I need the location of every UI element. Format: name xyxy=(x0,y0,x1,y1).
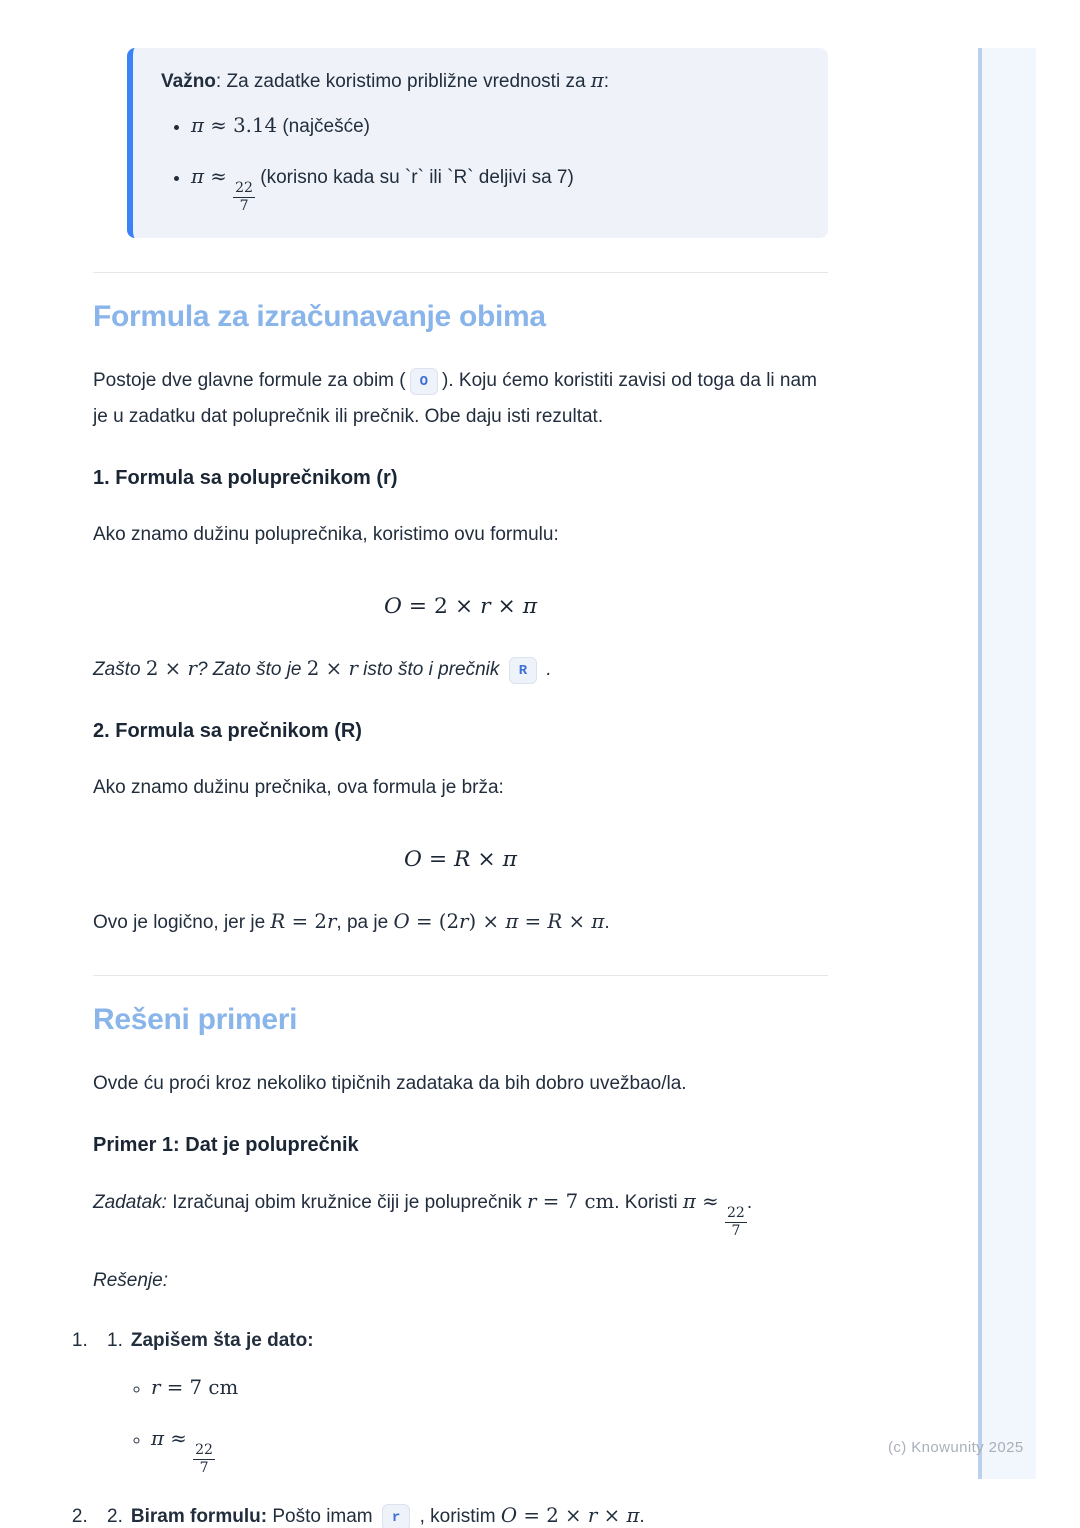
step-item xyxy=(93,1323,828,1476)
section-divider xyxy=(93,975,828,976)
callout-item: • π ≈ 3.14 (najčešće) xyxy=(191,111,800,142)
watermark: (c) Knowunity 2025 xyxy=(888,1439,1024,1456)
section-heading-solved-examples: Rešeni primeri xyxy=(93,1003,298,1037)
fraction: $\frac{22}{7}$ xyxy=(235,179,253,214)
why-paragraph: Zašto 2 × r? Zato što je 2 × r isto što i prečnik R . xyxy=(93,651,828,688)
bullet-item: ◦ π ≈ $\frac{22}{7}$ xyxy=(151,1424,828,1476)
paragraph: Ako znamo dužinu poluprečnika, koristimo ovu formulu: xyxy=(93,524,559,546)
sub-heading-diameter-formula: 2. Formula sa prečnikom (R) xyxy=(93,720,362,743)
inline-code: O xyxy=(410,368,438,395)
bullet-list xyxy=(107,1373,828,1476)
page-edge-strip xyxy=(978,48,1036,1479)
solution-label: Rešenje: xyxy=(93,1270,168,1292)
page-content xyxy=(93,48,828,1528)
callout-list xyxy=(161,111,800,214)
section-heading-circumference-formula: Formula za izračunavanje obima xyxy=(93,300,546,334)
step-text: Biram formulu: Pošto imam r , koristim O = 2 × r × π. xyxy=(131,1506,645,1527)
step-text: Zapišem šta je dato: xyxy=(130,1330,314,1352)
intro-paragraph: Postoje dve glavne formule za obim ( O ). Koju ćemo koristiti zavisi od toga da li nam je u zadatku dat poluprečnik ili prečnik. Obe daju isti rezultat. xyxy=(93,370,817,428)
step-item xyxy=(93,1498,828,1528)
paragraph: Ovde ću proći kroz nekoliko tipičnih zadataka da bih dobro uvežbao/la. xyxy=(93,1073,687,1095)
bullet-item: ◦ r = 7 cm xyxy=(151,1373,828,1404)
sub-heading-radius-formula: 1. Formula sa poluprečnikom (r) xyxy=(93,467,398,490)
task-paragraph: Zadatak: Izračunaj obim kružnice čiji je poluprečnik r = 7 cm. Koristi π ≈ $\frac{22}{7}$ . xyxy=(93,1190,753,1239)
section-divider xyxy=(93,272,828,273)
callout-item: • π ≈ $\frac{22}{7}$ (korisno kada su `r` ili `R` deljivi sa 7) xyxy=(191,162,800,214)
inline-code: r xyxy=(382,1504,410,1528)
important-callout xyxy=(127,48,828,238)
fraction: $\frac{22}{7}$ xyxy=(726,1204,745,1239)
sub-heading-example-1: Primer 1: Dat je poluprečnik xyxy=(93,1134,359,1157)
inline-code: R xyxy=(509,657,537,684)
display-formula-diameter: O = R × π xyxy=(403,847,518,873)
logic-paragraph: Ovo je logično, jer je R = 2r, pa je O = (2r) × π = R × π. xyxy=(93,910,610,934)
display-formula-radius: O = 2 × r × π xyxy=(383,594,538,620)
step-number: 2. xyxy=(107,1506,123,1528)
fraction: $\frac{22}{7}$ xyxy=(195,1441,213,1477)
step-list xyxy=(93,1323,828,1528)
callout-title: Važno: Za zadatke koristimo približne vrednosti za π: xyxy=(161,69,610,92)
step-number: 1. xyxy=(107,1330,123,1352)
paragraph: Ako znamo dužinu prečnika, ova formula je brža: xyxy=(93,777,504,799)
